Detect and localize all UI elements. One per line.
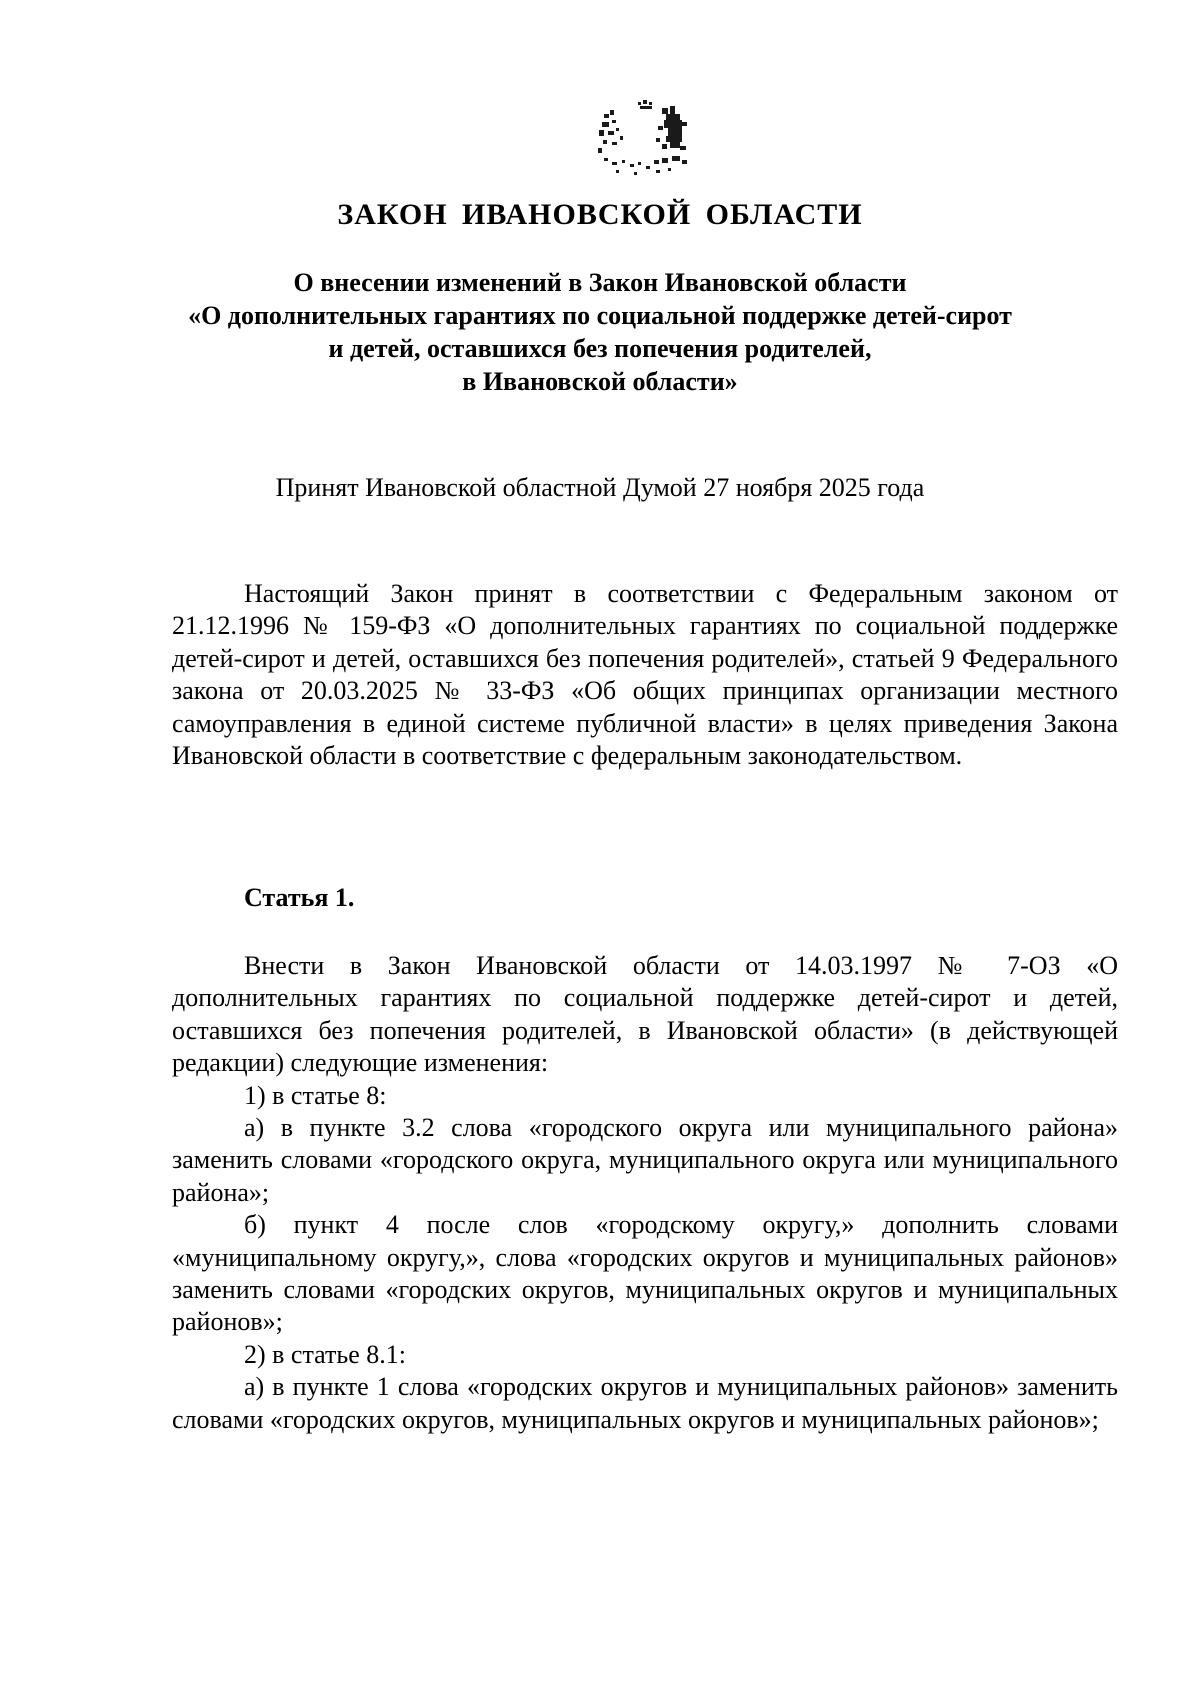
article-1-heading: Статья 1. xyxy=(244,883,355,912)
coat-of-arms-emblem-icon xyxy=(596,100,696,182)
article-paragraph: Внести в Закон Ивановской области от 14.03.1997 № 7-ОЗ «О дополнительных гарантиях по социальной поддержке детей-сирот и детей, оставшихся без попечения родителей, в Ивановской области» (в действующей редакции) следующие изменения: xyxy=(172,951,1118,1078)
subtitle-line: и детей, оставшихся без попечения родителей, xyxy=(328,334,872,363)
preamble xyxy=(172,578,1118,772)
subtitle-line: «О дополнительных гарантиях по социальной поддержке детей-сирот xyxy=(188,301,1012,330)
article-paragraph: 2) в статье 8.1: xyxy=(244,1339,407,1369)
article-paragraph: б) пункт 4 после слов «городскому округу,» дополнить словами «муниципальному округу,», слова «городских округов и муниципальных районов» заменить словами «городских округов, муниципальных округов и муниципальных районов»; xyxy=(172,1210,1118,1337)
subtitle-line: О внесении изменений в Закон Ивановской области xyxy=(293,268,907,297)
preamble-paragraph: Настоящий Закон принят в соответствии с Федеральным законом от 21.12.1996 № 159-ФЗ «О дополнительных гарантиях по социальной поддержке детей-сирот и детей, оставшихся без попечения родителей», статьей 9 Федерального закона от 20.03.2025 № 33-ФЗ «Об общих принципах организации местного самоуправления в единой системе публичной власти» в целях приведения Закона Ивановской области в соответствие с федеральным законодательством. xyxy=(172,579,1118,771)
article-paragraph: 1) в статье 8: xyxy=(244,1080,387,1110)
article-1-body xyxy=(172,950,1118,1436)
article-paragraph: а) в пункте 3.2 слова «городского округа или муниципального района» заменить словами «городского округа, муниципального округа или муниципального района»; xyxy=(172,1113,1118,1207)
subtitle-line: в Ивановской области» xyxy=(462,367,738,396)
law-title: ЗАКОН ИВАНОВСКОЙ ОБЛАСТИ xyxy=(337,198,863,231)
article-paragraph: а) в пункте 1 слова «городских округов и муниципальных районов» заменить словами «городских округов, муниципальных округов и муниципальных районов»; xyxy=(172,1372,1118,1434)
adoption-statement: Принят Ивановской областной Думой 27 ноября 2025 года xyxy=(275,473,925,502)
law-subtitle xyxy=(100,266,1100,398)
